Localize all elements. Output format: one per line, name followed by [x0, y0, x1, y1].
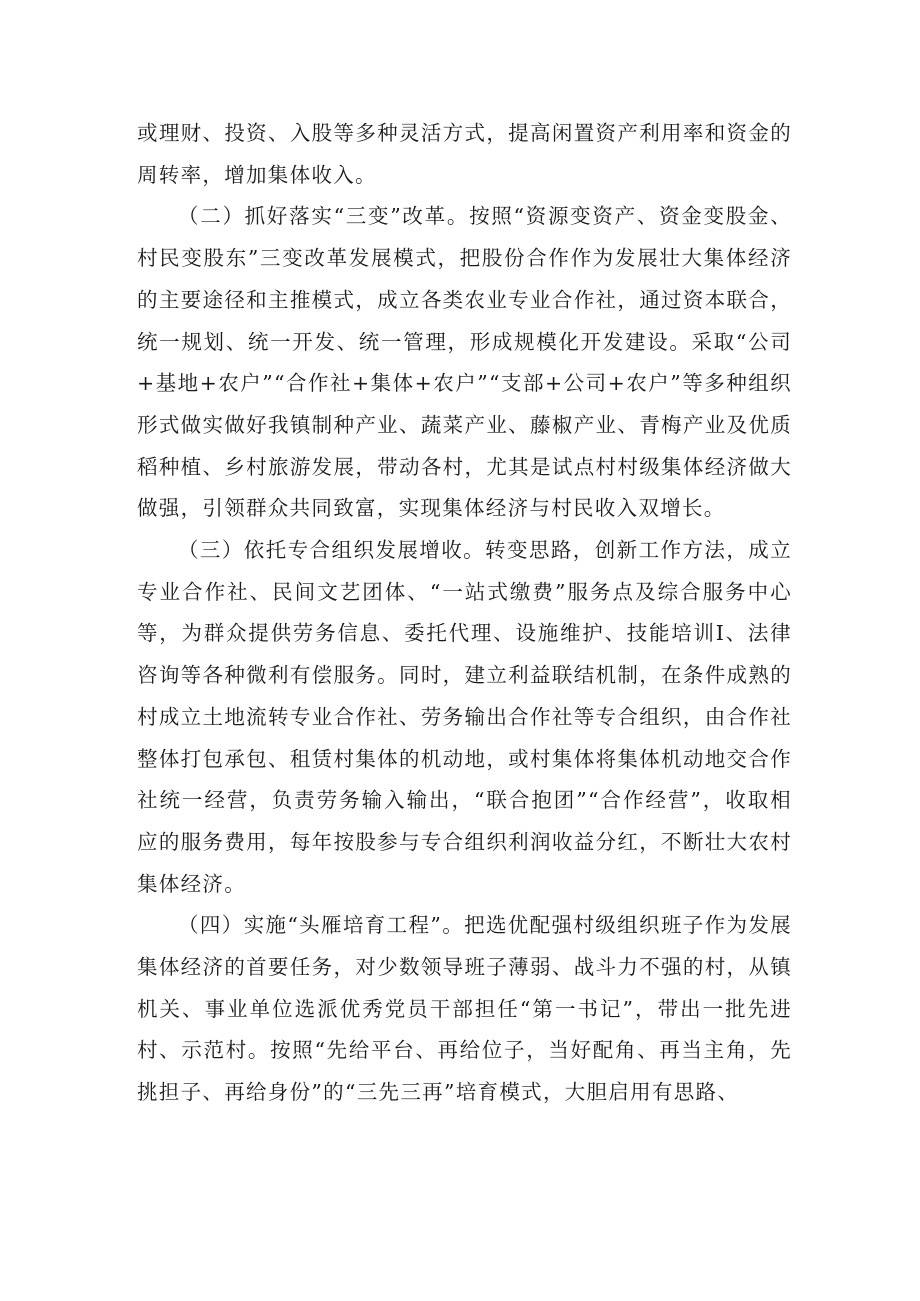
document-body — [137, 113, 792, 1114]
paragraph-continuation: 或理财、投资、入股等多种灵活方式，提高闲置资产利用率和资金的周转率，增加集体收入。 — [137, 121, 792, 187]
paragraph-section-4: （四）实施“头雁培育工程”。把选优配强村级组织班子作为发展集体经济的首要任务，对少数领导班子薄弱、战斗力不强的村，从镇机关、事业单位选派优秀党员干部担任“第一书记”，带出一批先进村、示范村。按照“先给平台、再给位子，当好配角、再当主角，先挑担子、再给身份”的“三先三再”培育模式，大胆启用有思路、 — [137, 913, 792, 1105]
paragraph-section-2: （二）抓好落实“三变”改革。按照“资源变资产、资金变股金、村民变股东”三变改革发展模式，把股份合作作为发展壮大集体经济的主要途径和主推模式，成立各类农业专业合作社，通过资本联合，统一规划、统一开发、统一管理，形成规模化开发建设。采取“公司+基地+农户”“合作社+集体+农户”“支部+公司+农户”等多种组织形式做实做好我镇制种产业、蔬菜产业、藤椒产业、青梅产业及优质稻种植、乡村旅游发展，带动各村，尤其是试点村村级集体经济做大做强，引领群众共同致富，实现集体经济与村民收入双增长。 — [137, 204, 792, 521]
paragraph-section-3: （三）依托专合组织发展增收。转变思路，创新工作方法，成立专业合作社、民间文艺团体、“一站式缴费”服务点及综合服务中心等，为群众提供劳务信息、委托代理、设施维护、技能培训I、法律咨询等各种微利有偿服务。同时，建立利益联结机制，在条件成熟的村成立土地流转专业合作社、劳务输出合作社等专合组织，由合作社整体打包承包、租赁村集体的机动地，或村集体将集体机动地交合作社统一经营，负责劳务输入输出，“联合抱团”“合作经营”，收取相应的服务费用，每年按股参与专合组织利润收益分红，不断壮大农村集体经济。 — [137, 538, 792, 896]
